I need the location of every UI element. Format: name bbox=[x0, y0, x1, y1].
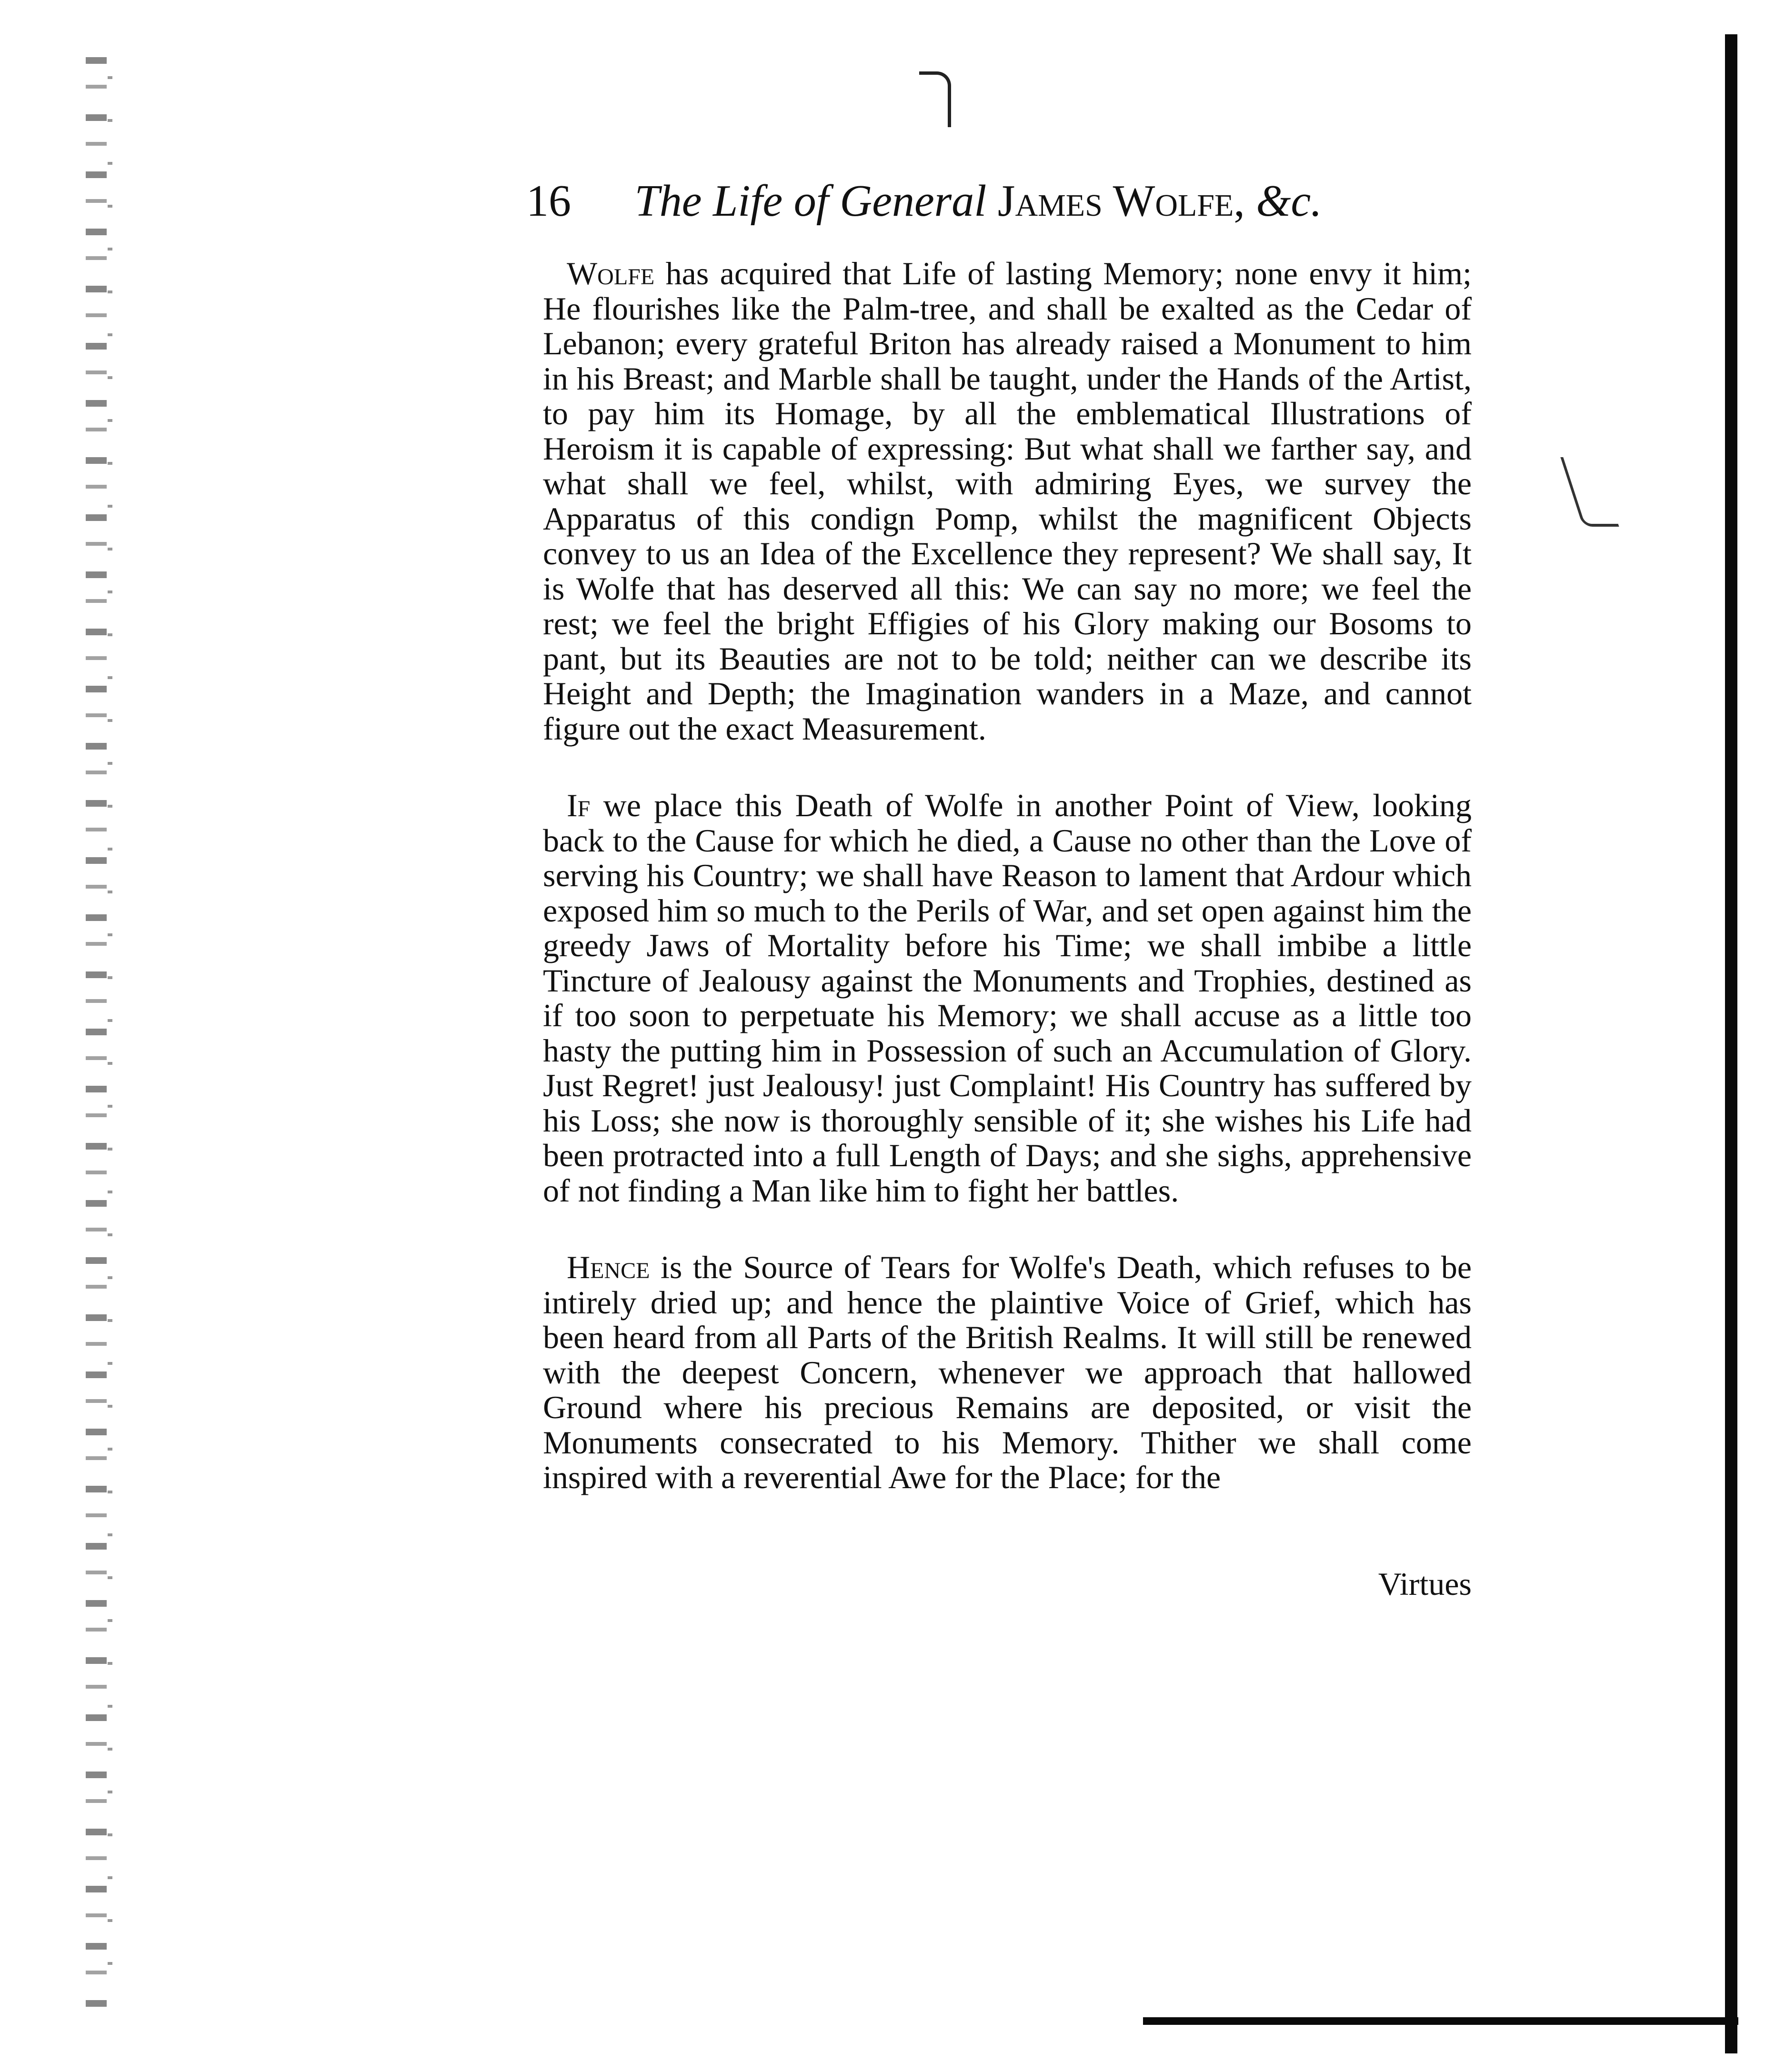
catchword: Virtues bbox=[1378, 1566, 1472, 1602]
header-title-italic: The Life of General bbox=[634, 176, 987, 226]
paragraph-text: has acquired that Life of lasting Memory; none envy it him; He flourishes like the Palm-tree, and shall be exalted as the Cedar of Lebanon; every grateful Briton has already raised a Monument to him in his Breast; and Marble shall be taught, under the Hands of the Artist, to pay him its Homage, by all the emblematical Illustrations of Heroism it is capable of expressing: But what shall we farther say, and what shall we feel, whilst, with admiring Eyes, we survey the Apparatus of this condign Pomp, whilst the magnificent Objects convey to us an Idea of the Excellence they represent? We shall say, It is Wolfe that has deserved all this: We can say no more; we feel the rest; we feel the bright Effigies of his Glory making our Bosoms to pant, but its Beauties are not to be told; neither can we describe its Height and Depth; the Imagination wanders in a Maze, and cannot figure out the exact Measurement. bbox=[543, 255, 1472, 747]
paragraph-text: we place this Death of Wolfe in another Point of View, looking back to the Cause for which he died, a Cause no other than the Love of serving his Country; we shall have Reason to lament that Ardour which exposed him so much to the Perils of War, and set open against him the greedy Jaws of Mortality before his Time; we shall imbibe a little Tincture of Jealousy against the Monuments and Trophies, destined as if too soon to perpetuate his Memory; we shall accuse as a little too hasty the putting him in Possession of such an Accumulation of Glory. Just Regret! just Jealousy! just Complaint! His Country has suffered by his Loss; she now is thoroughly sensible of it; she wishes his Life had been protracted into a full Length of Days; and she sighs, apprehensive of not finding a Man like him to fight her battles. bbox=[543, 787, 1472, 1209]
paragraph-text: is the Source of Tears for Wolfe's Death, which refuses to be intirely dried up; and hence the plaintive Voice of Grief, which has been heard from all Parts of the British Realms. It will still be renewed with the deepest Concern, whenever we approach that hallowed Ground where his precious Remains are deposited, or visit the Monuments consecrated to his Memory. Thither we shall come inspired with a reverential Awe for the Place; for the bbox=[543, 1249, 1472, 1495]
page-edge-bar bbox=[1725, 34, 1737, 2053]
margin-pen-mark bbox=[1560, 457, 1619, 527]
running-header bbox=[526, 172, 1479, 230]
paragraph-lead: Wolfe bbox=[567, 255, 655, 291]
page-binding-edge bbox=[108, 76, 112, 2005]
paragraph bbox=[543, 256, 1472, 746]
pen-mark bbox=[919, 71, 951, 127]
paragraph bbox=[543, 788, 1472, 1208]
paragraph-lead: Hence bbox=[567, 1249, 650, 1285]
header-title-suffix: &c. bbox=[1256, 176, 1322, 226]
header-title-name: James Wolfe, bbox=[997, 176, 1245, 226]
page-number: 16 bbox=[526, 176, 571, 226]
paragraph bbox=[543, 1250, 1472, 1495]
page-binding-shadow bbox=[86, 57, 107, 2019]
page-bottom-rule bbox=[1143, 2017, 1738, 2025]
paragraph-lead: If bbox=[567, 787, 591, 823]
body-text bbox=[543, 256, 1472, 1495]
